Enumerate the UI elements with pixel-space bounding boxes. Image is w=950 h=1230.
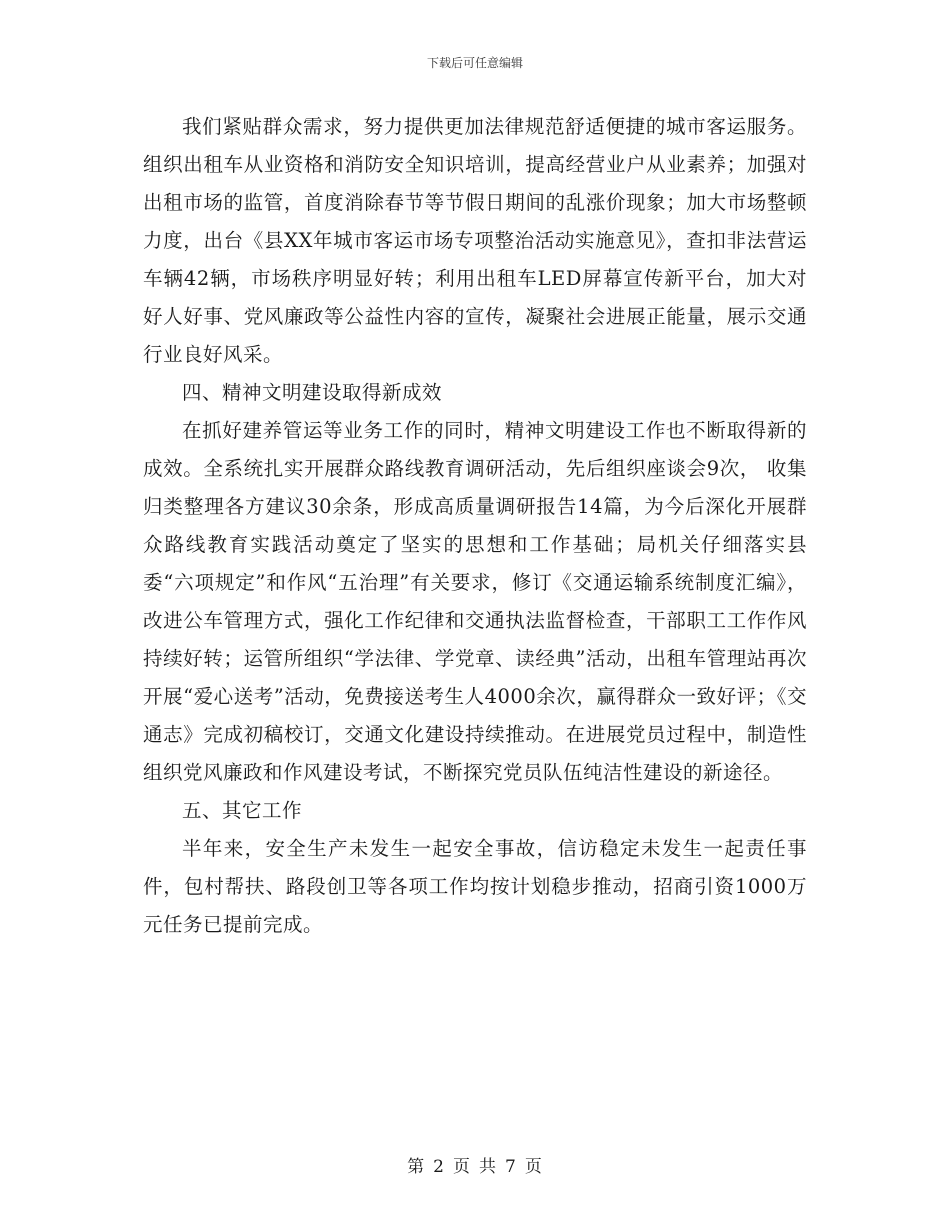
section-heading-five: 五、其它工作 [182,799,303,822]
footer-prefix: 第 [407,1157,426,1177]
paragraph-other-work: 半年来，安全生产未发生一起安全事故，信访稳定未发生一起责任事件，包村帮扶、路段创卫等各项工作均按计划稳步推动，招商引资1000万元任务已提前完成。 [143,837,807,936]
footer-total-prefix: 共 [479,1157,497,1177]
page-footer [0,1152,950,1177]
footer-suffix: 页 [524,1157,543,1177]
section-heading-four: 四、精神文明建设取得新成效 [182,381,443,404]
paragraph-urban-transport: 我们紧贴群众需求，努力提供更加法律规范舒适便捷的城市客运服务。组织出租车从业资格和消防安全知识培训，提高经营业户从业素养；加强对出租市场的监管，首度消除春节等节假日期间的乱涨价现象；加大市场整顿力度，出台《县XX年城市客运市场专项整治活动实施意见》，查扣非法营运车辆42辆，市场秩序明显好转；利用出租车LED屏幕宣传新平台，加大对好人好事、党风廉政等公益性内容的宣传，凝聚社会进展正能量，展示交通行业良好风采。 [143,115,807,366]
page-header: 下载后可任意编辑 [426,56,523,70]
paragraph-spiritual-civilization: 在抓好建养管运等业务工作的同时，精神文明建设工作也不断取得新的成效。全系统扎实开展群众路线教育调研活动，先后组织座谈会9次， 收集归类整理各方建议30余条，形成高质量调研报告14篇，为今后深化开展群众路线教育实践活动奠定了坚实的思想和工作基础；局机关仔细落实县委“六项规定”和作风“五治理”有关要求，修订《交通运输系统制度汇编》，改进公车管理方式，强化工作纪律和交通执法监督检查，干部职工工作作风持续好转；运管所组织“学法律、学党章、读经典”活动，出租车管理站再次开展“爱心送考”活动，免费接送考生人4000余次，赢得群众一致好评；《交通志》完成初稿校订，交通文化建设持续推动。在进展党员过程中，制造性组织党风廉政和作风建设考试，不断探究党员队伍纯洁性建设的新途径。 [143,419,807,784]
footer-total-pages: 7 [505,1157,517,1177]
footer-page-number: 2 [433,1157,445,1177]
document-body [143,108,807,944]
footer-page-word: 页 [453,1157,471,1177]
